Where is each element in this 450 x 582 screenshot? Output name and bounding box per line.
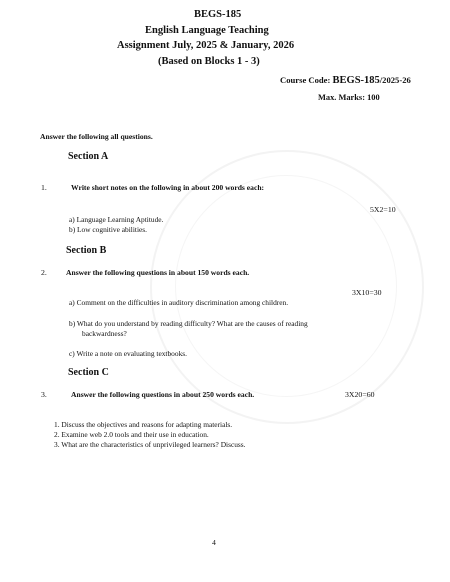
question-2-marks: 3X10=30 [352, 288, 382, 297]
question-3-item-1: 1. Discuss the objectives and reasons for adapting materials. [54, 420, 233, 429]
section-b-title: Section B [66, 245, 107, 256]
question-2-item-b-cont: backwardness? [82, 329, 127, 338]
question-1-item-a: a) Language Learning Aptitude. [69, 215, 164, 224]
question-3-marks: 3X20=60 [345, 390, 375, 399]
question-3-text: Answer the following questions in about 250 words each. [71, 390, 255, 399]
question-2-number: 2. [41, 268, 47, 277]
course-code-value: BEGS-185 [332, 75, 380, 86]
max-marks: Max. Marks: 100 [318, 93, 380, 102]
question-1-number: 1. [41, 183, 47, 192]
course-code-line [280, 75, 411, 86]
question-2-item-a: a) Comment on the difficulties in auditory discrimination among children. [69, 298, 289, 307]
question-1-text: Write short notes on the following in about 200 words each: [71, 183, 265, 192]
question-3-number: 3. [41, 390, 47, 399]
question-3-item-3: 3. What are the characteristics of unprivileged learners? Discuss. [54, 440, 246, 449]
question-2-item-c: c) Write a note on evaluating textbooks. [69, 349, 187, 358]
assignment-title: Assignment July, 2025 & January, 2026 [117, 40, 295, 51]
section-c-title: Section C [68, 367, 109, 378]
course-code-label: Course Code: [280, 75, 333, 85]
question-2-item-b: b) What do you understand by reading difficulty? What are the causes of reading [69, 319, 308, 328]
course-code-title: BEGS-185 [194, 9, 242, 20]
question-2-text: Answer the following questions in about 150 words each. [66, 268, 250, 277]
watermark-seal-inner [175, 175, 397, 397]
instruction: Answer the following all questions. [40, 132, 153, 141]
course-title: English Language Teaching [145, 25, 269, 36]
course-code-year: /2025-26 [379, 75, 411, 85]
page-number: 4 [212, 538, 216, 547]
section-a-title: Section A [68, 151, 109, 162]
question-1-item-b: b) Low cognitive abilities. [69, 225, 147, 234]
blocks-subtitle: (Based on Blocks 1 - 3) [158, 56, 260, 67]
question-3-item-2: 2. Examine web 2.0 tools and their use in education. [54, 430, 209, 439]
question-1-marks: 5X2=10 [370, 205, 396, 214]
